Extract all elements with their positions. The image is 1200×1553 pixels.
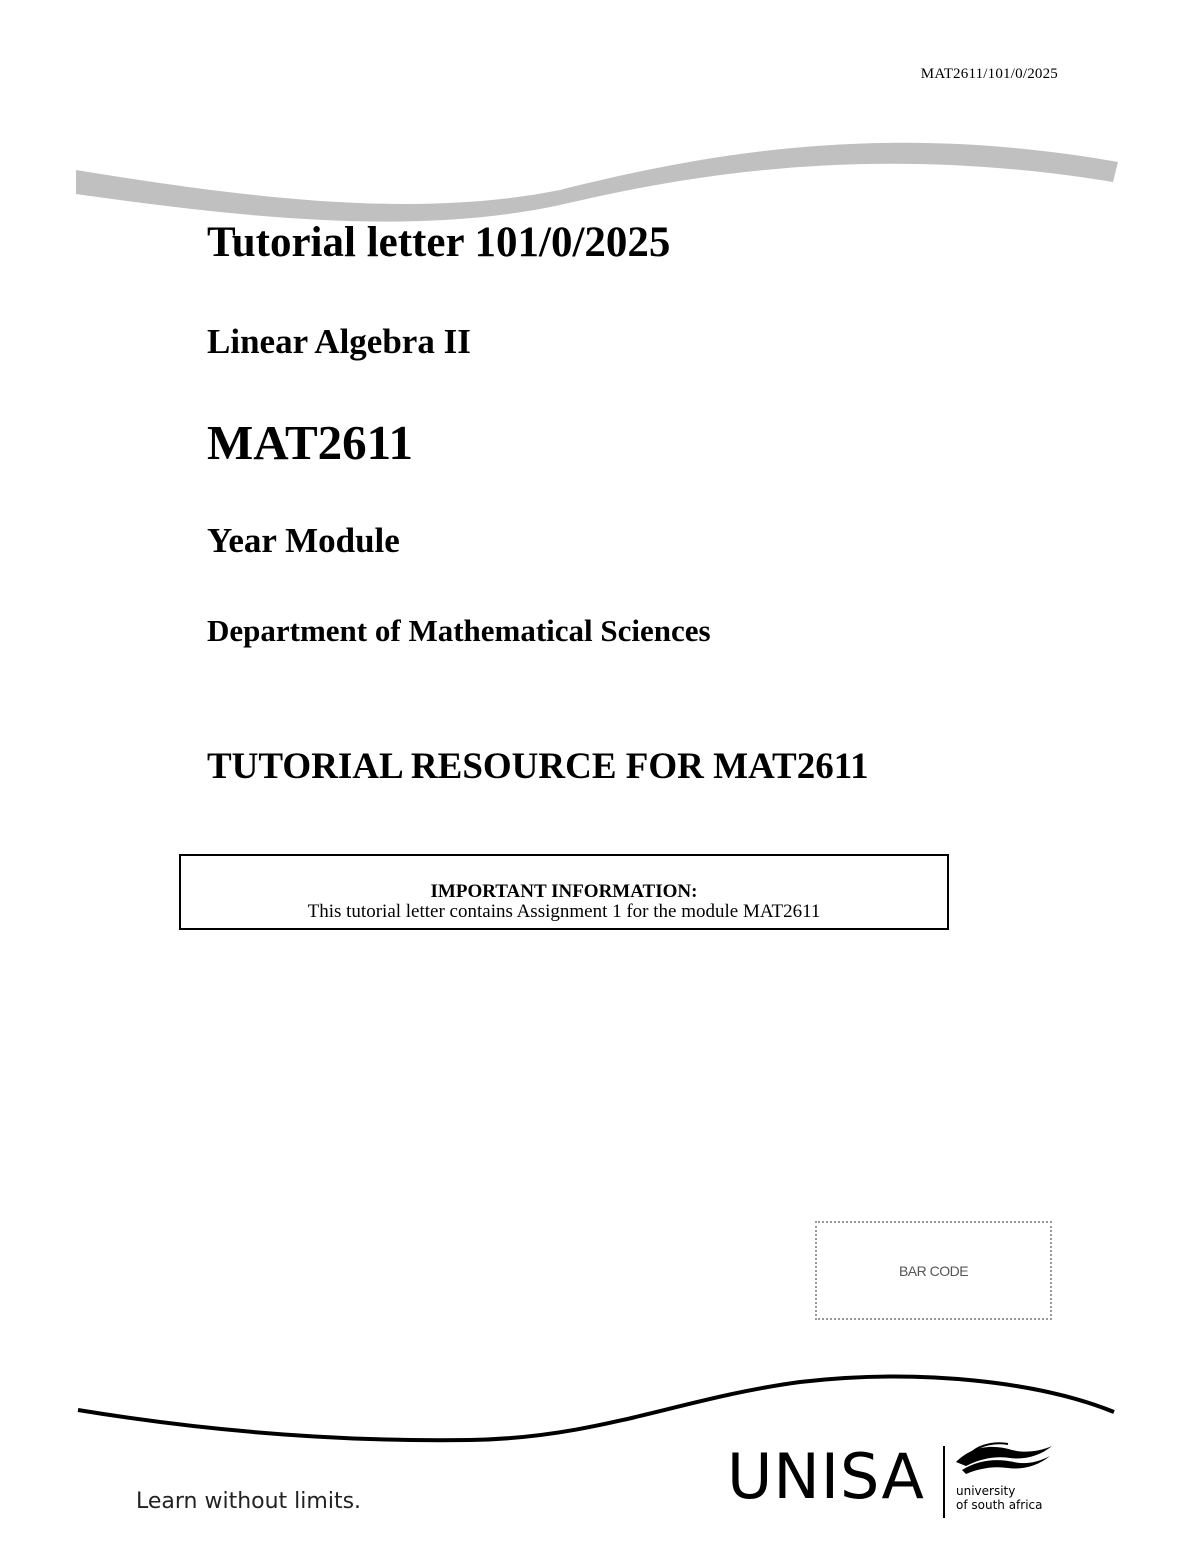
- unisa-emblem-icon: [952, 1440, 1056, 1480]
- document-reference: MAT2611/101/0/2025: [920, 66, 1058, 82]
- tutorial-resource-heading: TUTORIAL RESOURCE FOR MAT2611: [207, 746, 869, 787]
- department-name: Department of Mathematical Sciences: [207, 613, 711, 648]
- barcode-label: BAR CODE: [898, 1262, 969, 1279]
- important-information-box: [179, 854, 949, 930]
- logo-sub-line-2: of south africa: [956, 1498, 1043, 1512]
- unisa-logo-subtitle: [956, 1484, 1043, 1512]
- barcode-placeholder: [815, 1221, 1052, 1320]
- important-information-heading: IMPORTANT INFORMATION:: [430, 881, 698, 902]
- logo-divider: [943, 1446, 945, 1518]
- module-code: MAT2611: [207, 415, 413, 470]
- important-information-text: This tutorial letter contains Assignment 1 for the module MAT2611: [307, 901, 821, 922]
- tutorial-letter-title: Tutorial letter 101/0/2025: [207, 219, 671, 266]
- logo-sub-line-1: university: [956, 1484, 1016, 1498]
- unisa-logo-wordmark: UNISA: [727, 1440, 925, 1513]
- module-duration: Year Module: [207, 521, 400, 560]
- slogan: Learn without limits.: [136, 1489, 362, 1514]
- module-name: Linear Algebra II: [207, 322, 471, 361]
